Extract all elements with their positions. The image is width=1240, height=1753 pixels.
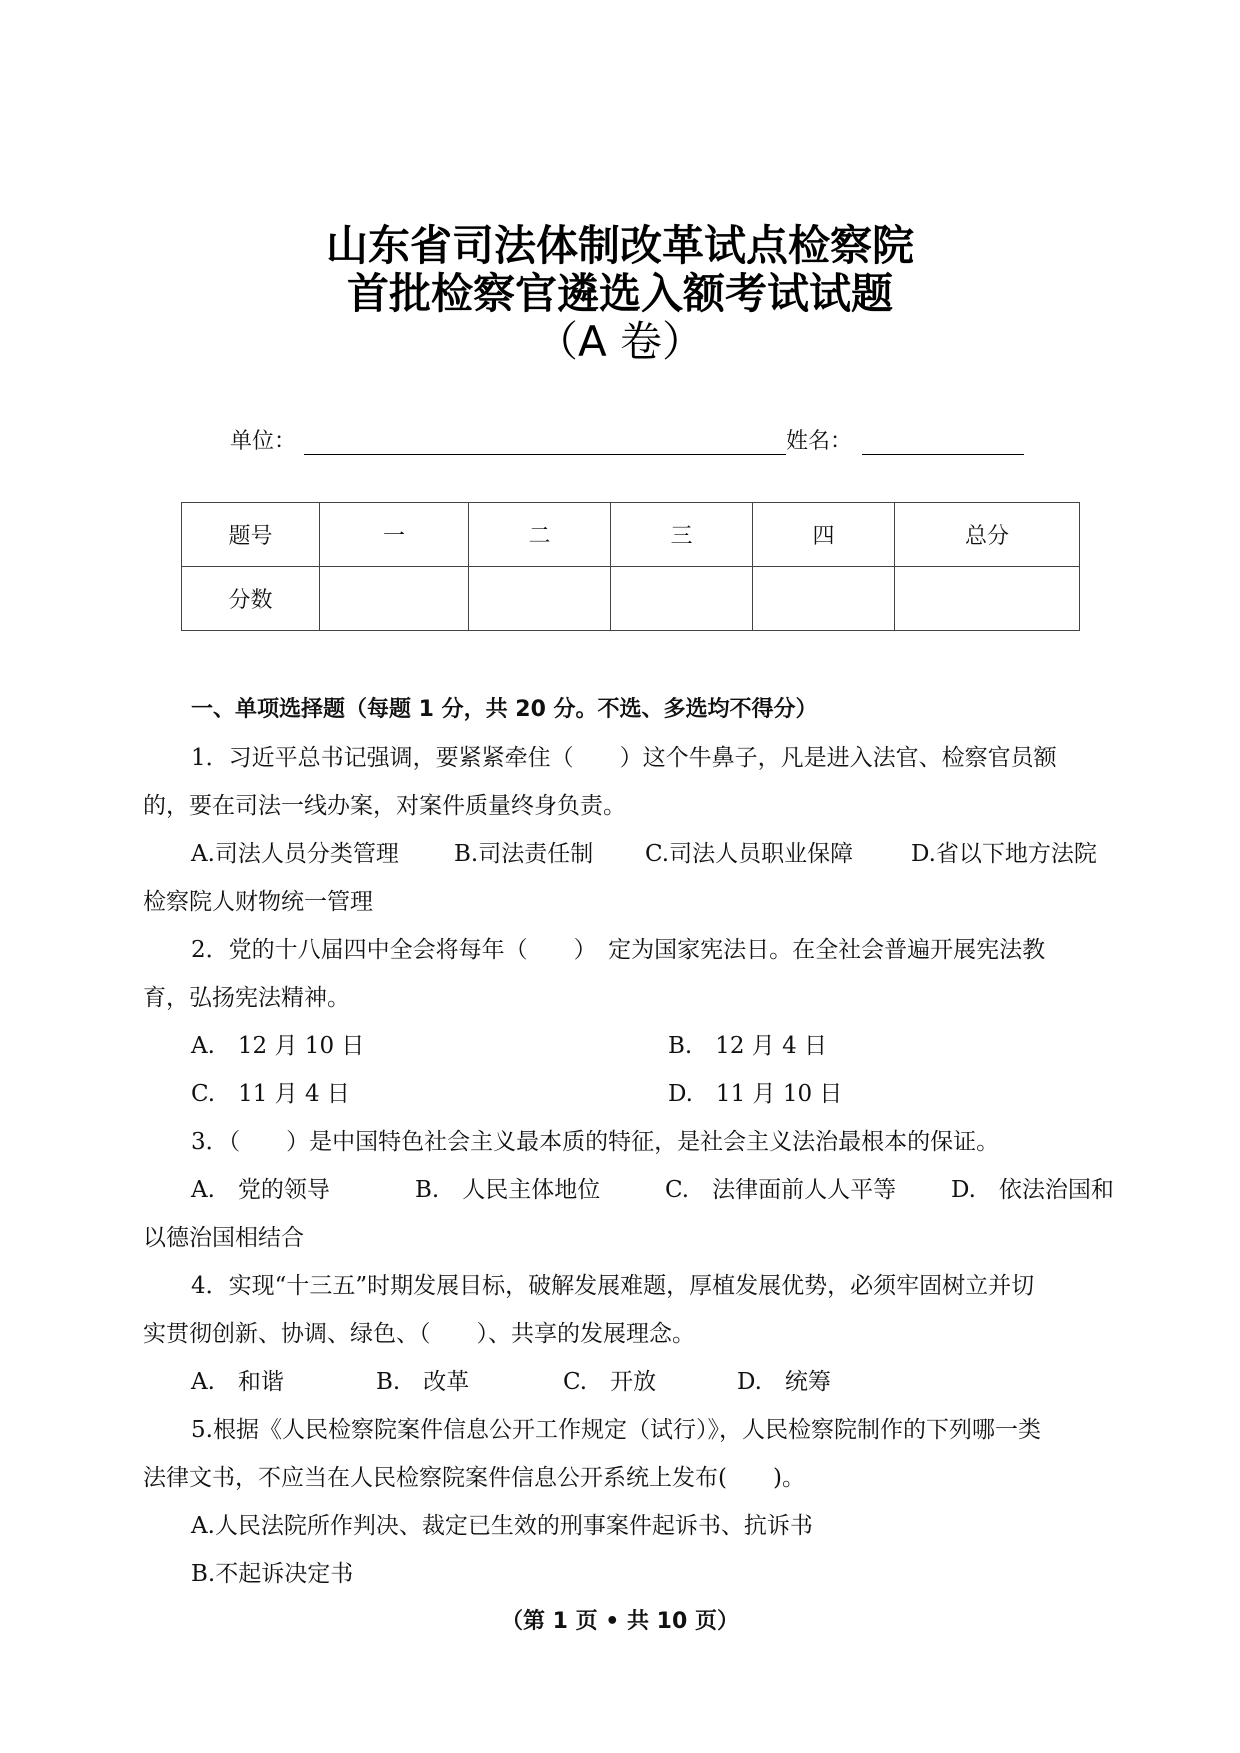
q4-option-c: C. 开放 xyxy=(563,1369,657,1395)
score-row-label: 分数 xyxy=(182,567,320,631)
q4-option-a: A. 和谐 xyxy=(191,1369,284,1395)
q1-line-2: 的，要在司法一线办案，对案件质量终身负责。 xyxy=(143,793,626,819)
q3-option-c: C. 法律面前人人平等 xyxy=(665,1177,897,1203)
q2-option-d: D. 11 月 10 日 xyxy=(668,1081,843,1107)
q4-line-2: 实贯彻创新、协调、绿色、（ ）、共享的发展理念。 xyxy=(143,1321,695,1347)
header-cell-question-no: 题号 xyxy=(182,503,320,567)
score-cell-2[interactable] xyxy=(469,567,611,631)
q3-line-1: 3．（ ）是中国特色社会主义最本质的特征，是社会主义法治最根本的保证。 xyxy=(191,1129,1000,1155)
header-cell-2: 二 xyxy=(469,503,611,567)
name-label: 姓名： xyxy=(786,429,853,454)
q1-option-d: D.省以下地方法院 xyxy=(911,841,1097,867)
unit-blank-line[interactable] xyxy=(304,454,786,455)
unit-label: 单位： xyxy=(230,429,297,454)
header-cell-4: 四 xyxy=(753,503,895,567)
q4-option-d: D. 统筹 xyxy=(737,1369,831,1395)
q1-option-d-continued: 检察院人财物统一管理 xyxy=(143,889,373,915)
q3-option-d: D. 依法治国和 xyxy=(951,1177,1114,1203)
score-cell-total[interactable] xyxy=(895,567,1080,631)
score-cell-4[interactable] xyxy=(753,567,895,631)
score-cell-1[interactable] xyxy=(320,567,469,631)
title-line-1: 山东省司法体制改革试点检察院 xyxy=(325,221,914,270)
name-blank-line[interactable] xyxy=(862,454,1024,455)
q3-option-a: A. 党的领导 xyxy=(191,1177,330,1203)
score-table-header-row xyxy=(182,503,1080,567)
q3-option-b: B. 人民主体地位 xyxy=(415,1177,601,1203)
q1-line-1: 1．习近平总书记强调，要紧紧牵住（ ）这个牛鼻子，凡是进入法官、检察官员额 xyxy=(191,745,1057,771)
title-line-3: （A 卷） xyxy=(535,317,705,366)
header-cell-3: 三 xyxy=(611,503,753,567)
q2-option-b: B. 12 月 4 日 xyxy=(668,1033,828,1059)
q1-option-b: B.司法责任制 xyxy=(454,841,594,867)
q5-line-2: 法律文书，不应当在人民检察院案件信息公开系统上发布( )。 xyxy=(143,1465,805,1491)
header-cell-total: 总分 xyxy=(895,503,1080,567)
q3-option-d-continued: 以德治国相结合 xyxy=(143,1225,304,1251)
q5-option-b: B.不起诉决定书 xyxy=(191,1561,354,1587)
candidate-info-row xyxy=(230,424,1030,460)
q1-option-c: C.司法人员职业保障 xyxy=(645,841,854,867)
score-cell-3[interactable] xyxy=(611,567,753,631)
header-cell-1: 一 xyxy=(320,503,469,567)
q5-option-a: A.人民法院所作判决、裁定已生效的刑事案件起诉书、抗诉书 xyxy=(191,1513,813,1539)
q2-option-c: C. 11 月 4 日 xyxy=(191,1081,350,1107)
q2-line-2: 育，弘扬宪法精神。 xyxy=(143,985,350,1011)
title-line-2: 首批检察官遴选入额考试试题 xyxy=(346,269,893,318)
score-table-score-row xyxy=(182,567,1080,631)
q2-option-a: A. 12 月 10 日 xyxy=(191,1033,365,1059)
section-1-title: 一、单项选择题（每题 1 分，共 20 分。不选、多选均不得分） xyxy=(191,697,818,722)
page-footer: （第 1 页 • 共 10 页） xyxy=(501,1609,739,1634)
score-table xyxy=(181,502,1080,631)
q4-line-1: 4．实现“十三五”时期发展目标，破解发展难题，厚植发展优势，必须牢固树立并切 xyxy=(191,1273,1035,1299)
q5-line-1: 5.根据《人民检察院案件信息公开工作规定（试行）》，人民检察院制作的下列哪一类 xyxy=(191,1417,1041,1443)
q2-line-1: 2．党的十八届四中全会将每年（ ） 定为国家宪法日。在全社会普遍开展宪法教 xyxy=(191,937,1046,963)
q1-option-a: A.司法人员分类管理 xyxy=(191,841,399,867)
q4-option-b: B. 改革 xyxy=(376,1369,470,1395)
